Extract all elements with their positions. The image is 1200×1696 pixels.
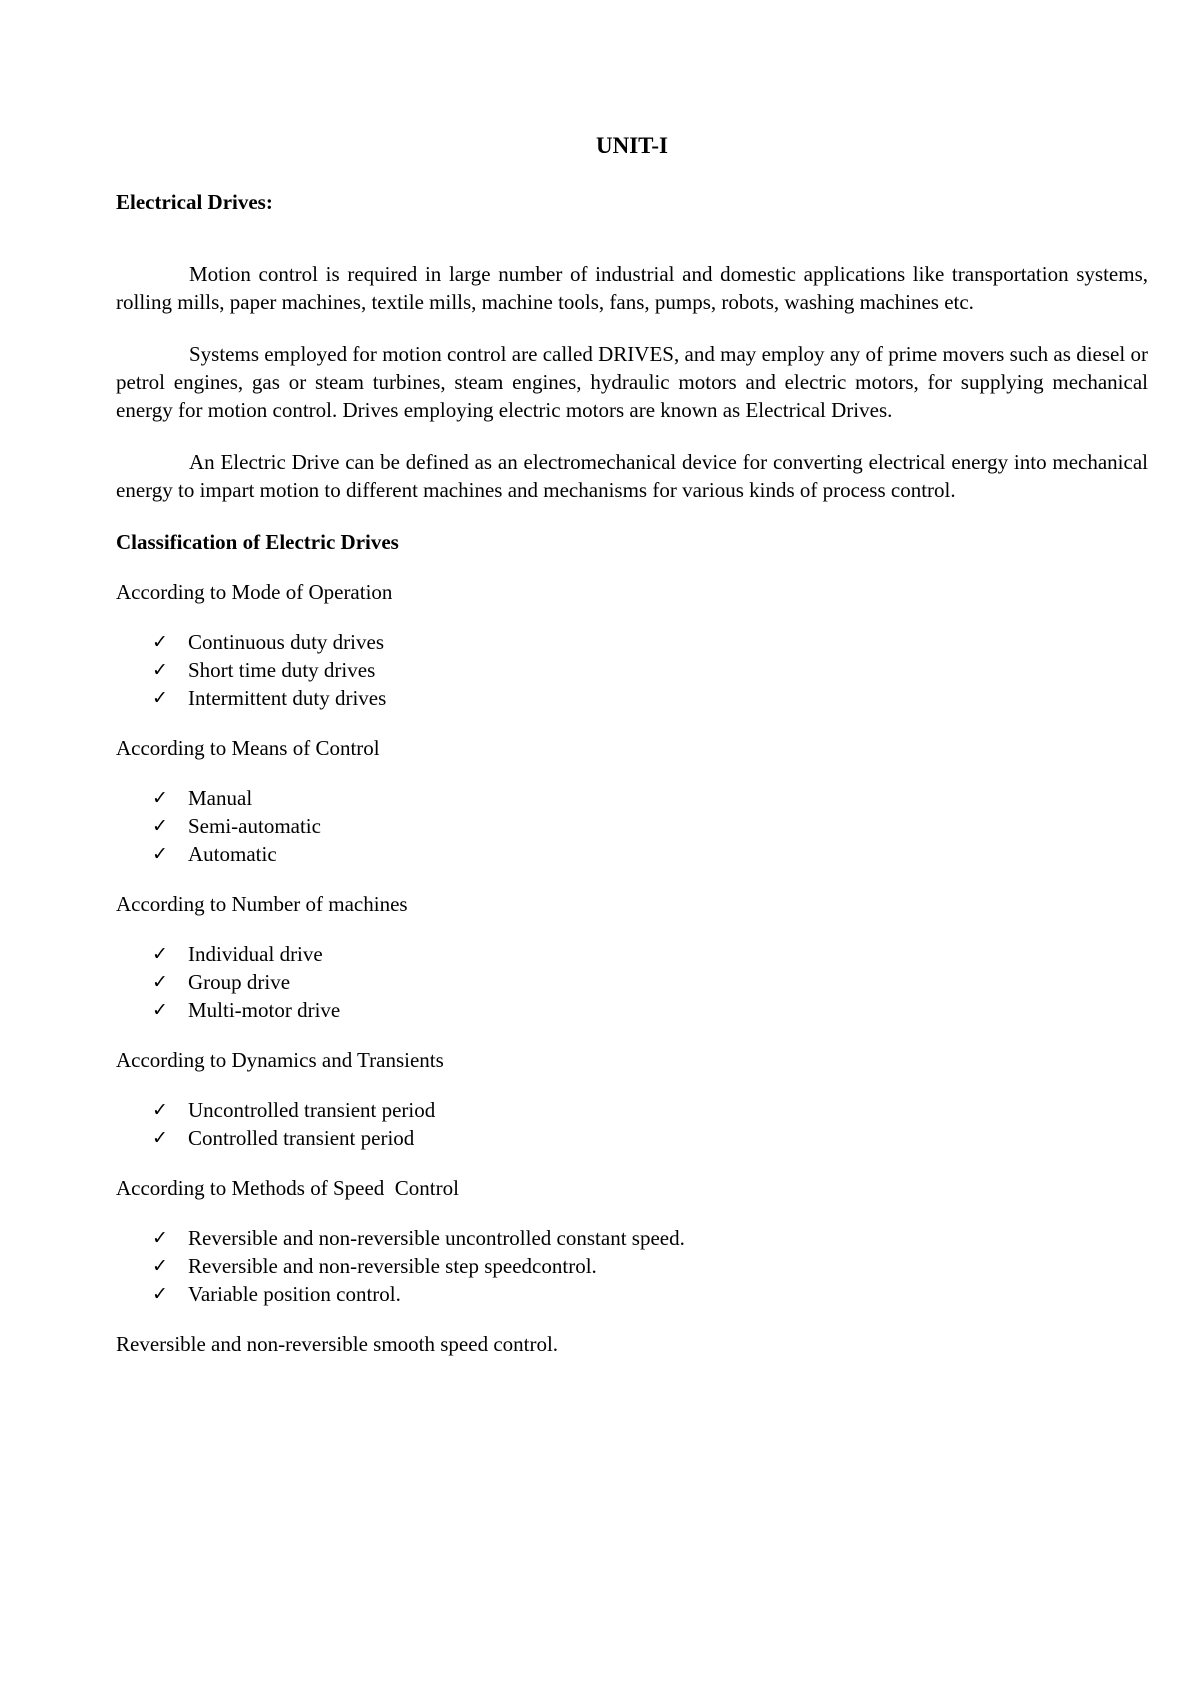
checkmark-icon: ✓ [152,971,168,993]
paragraph-drives-definition: Systems employed for motion control are called DRIVES, and may employ any of prime movers such as diesel or petrol engines, gas or steam turbines, steam engines, hydraulic motors and electric motors, for supplying mechanical energy for motion control. Drives employing electric motors are known as Electrical Drives. [116,342,1148,422]
group-title-methods-of-speed-control: According to Methods of Speed Control [116,1176,459,1200]
checkmark-icon: ✓ [152,631,168,653]
checkmark-icon: ✓ [152,659,168,681]
unit-title: UNIT-I [595,133,668,158]
paragraph-electric-drive: An Electric Drive can be defined as an electromechanical device for converting electrical energy into mechanical energy to impart motion to different machines and mechanisms for various kinds of process control. [116,450,1148,502]
checkmark-icon: ✓ [152,1227,168,1249]
checkmark-icon: ✓ [152,943,168,965]
list-item-label: Continuous duty drives [188,630,385,654]
list-item-label: Semi-automatic [188,814,321,838]
checkmark-icon: ✓ [152,1255,168,1277]
list-item [152,996,1148,1024]
list-item-label: Short time duty drives [188,658,376,682]
checkmark-icon: ✓ [152,1099,168,1121]
list-item [152,812,1148,840]
list-item-label: Individual drive [188,942,323,966]
group-title-mode-of-operation: According to Mode of Operation [116,580,393,604]
list-mode-of-operation [116,628,1148,712]
checkmark-icon: ✓ [152,687,168,709]
list-item [152,1124,1148,1152]
list-item-label: Multi-motor drive [188,998,341,1022]
list-means-of-control [116,784,1148,868]
list-item [152,684,1148,712]
group-title-number-of-machines: According to Number of machines [116,892,408,916]
list-item [152,968,1148,996]
list-item [152,628,1148,656]
list-item-label: Manual [188,786,253,810]
list-item [152,656,1148,684]
checkmark-icon: ✓ [152,843,168,865]
list-item-label: Group drive [188,970,291,994]
list-item-label: Uncontrolled transient period [188,1098,436,1122]
list-item-label: Reversible and non-reversible uncontrolled constant speed. [188,1226,685,1250]
heading-electrical-drives: Electrical Drives: [116,190,273,214]
list-item [152,1224,1148,1252]
checkmark-icon: ✓ [152,999,168,1021]
checkmark-icon: ✓ [152,1127,168,1149]
list-dynamics-and-transients [116,1096,1148,1152]
group-title-dynamics-and-transients: According to Dynamics and Transients [116,1048,444,1072]
list-item-label: Intermittent duty drives [188,686,387,710]
closing-line: Reversible and non-reversible smooth speed control. [116,1332,559,1356]
checkmark-icon: ✓ [152,815,168,837]
list-item-label: Controlled transient period [188,1126,415,1150]
list-item-label: Reversible and non-reversible step speedcontrol. [188,1254,597,1278]
list-item [152,1096,1148,1124]
group-title-means-of-control: According to Means of Control [116,736,380,760]
document-body [116,132,1148,1358]
checkmark-icon: ✓ [152,1283,168,1305]
list-item [152,1252,1148,1280]
list-item [152,940,1148,968]
checkmark-icon: ✓ [152,787,168,809]
list-item [152,784,1148,812]
heading-classification: Classification of Electric Drives [116,530,399,554]
paragraph-motion-control: Motion control is required in large number of industrial and domestic applications like transportation systems, rolling mills, paper machines, textile mills, machine tools, fans, pumps, robots, washing machines etc. [116,262,1148,314]
list-methods-of-speed-control [116,1224,1148,1308]
list-number-of-machines [116,940,1148,1024]
list-item-label: Variable position control. [188,1282,401,1306]
list-item [152,1280,1148,1308]
list-item-label: Automatic [188,842,277,866]
list-item [152,840,1148,868]
